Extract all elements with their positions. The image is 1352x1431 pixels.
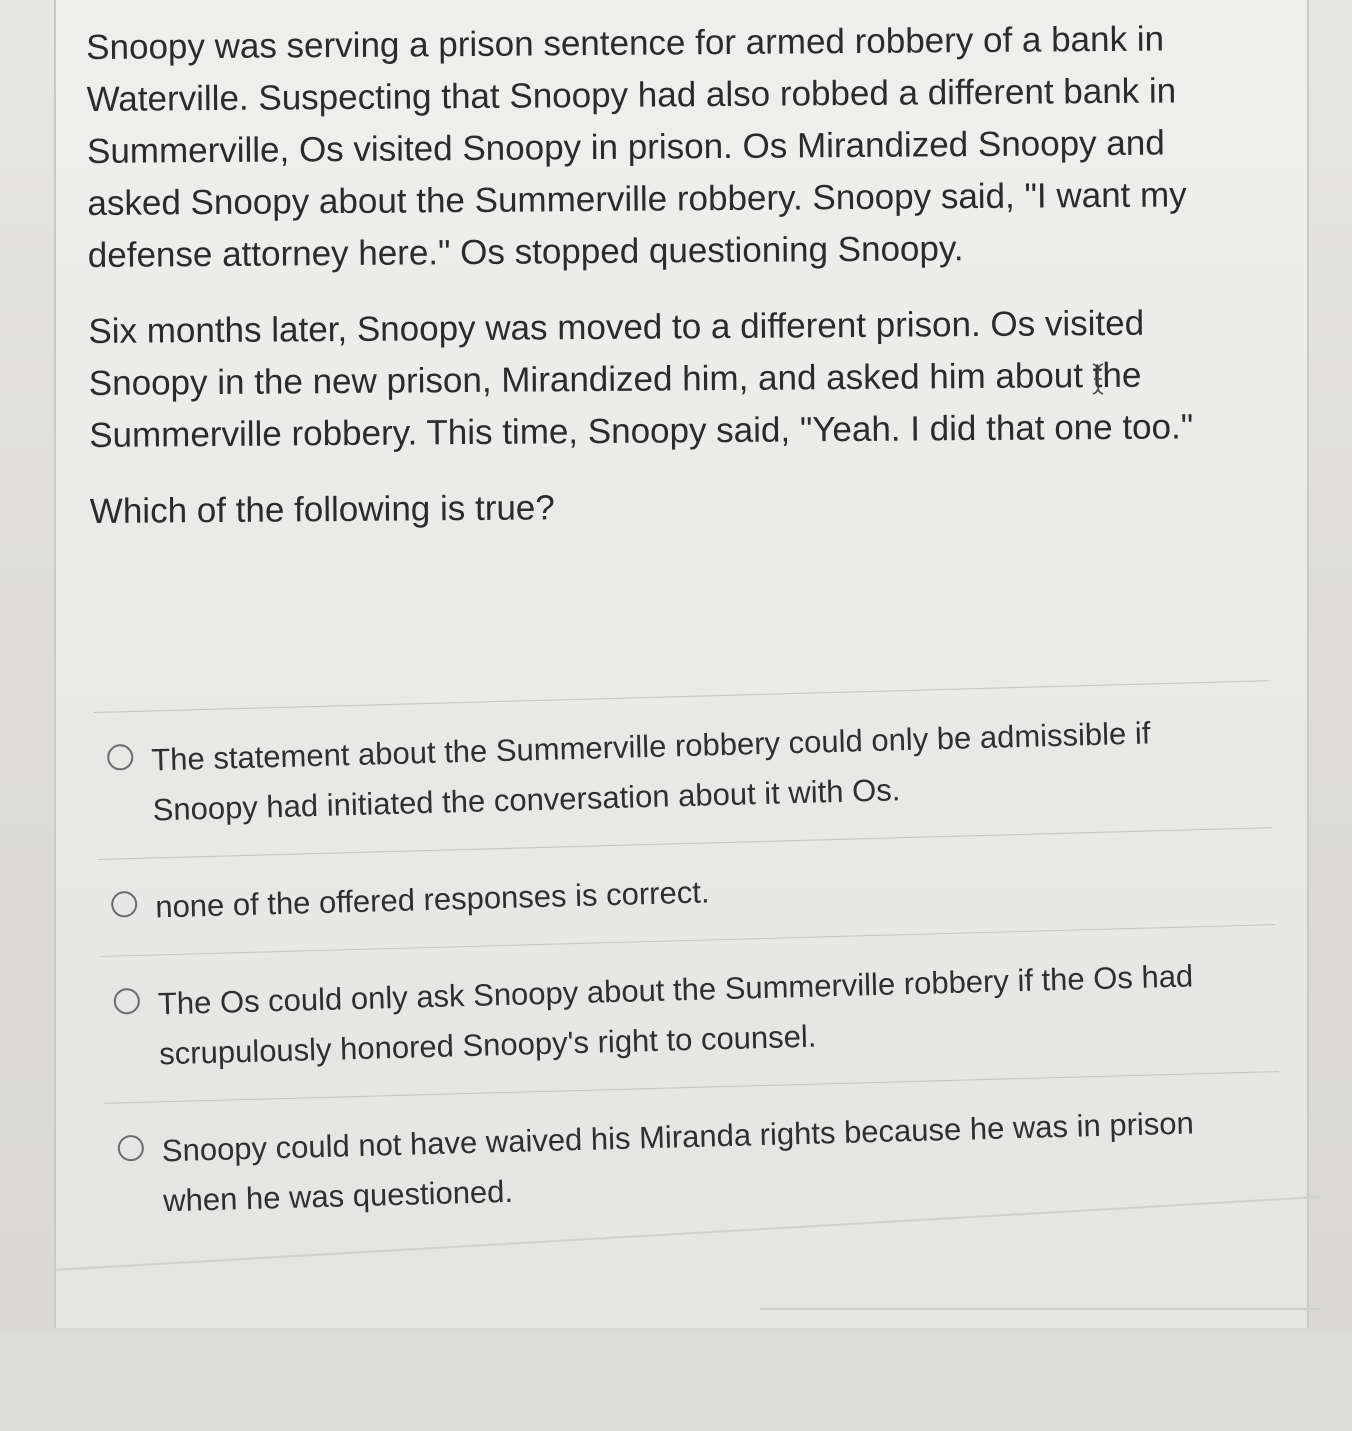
radio-button-option-1[interactable] [107,744,134,771]
radio-button-option-3[interactable] [113,988,140,1015]
answer-option-4-label[interactable]: Snoopy could not have waived his Miranda rights because he was in prison when he was questioned. [161,1105,1195,1219]
question-paragraph-2: Six months later, Snoopy was moved to a different prison. Os visited Snoopy in the new prison, Mirandized him, and asked him about the Summerville robbery. This time, Snoopy said, "Yeah. I did that one too." [88,303,1194,455]
answer-option-3-label[interactable]: The Os could only ask Snoopy about the Summerville robbery if the Os had scrupulously honored Snoopy's right to counsel. [157,958,1194,1072]
text-cursor-icon [1090,362,1106,396]
radio-button-option-2[interactable] [111,891,138,918]
answer-list [94,680,1288,1250]
next-card-edge [760,1308,1320,1310]
answer-option-2-label[interactable]: none of the offered responses is correct. [154,874,710,925]
question-paragraph-1: Snoopy was serving a prison sentence for armed robbery of a bank in Waterville. Suspecting that Snoopy had also robbed a different bank in Summerville, Os visited Snoopy in prison. Os Mirandized Snoopy and asked Snoopy about the Summerville robbery. Snoopy said, "I want my defense attorney here." Os stopped questioning Snoopy. [86,19,1187,275]
radio-button-option-4[interactable] [117,1135,144,1162]
question-stem [86,13,1260,562]
question-prompt: Which of the following is true? [89,488,555,531]
answer-option-1-label[interactable]: The statement about the Summerville robbery could only be admissible if Snoopy had initiated the conversation about it with Os. [150,715,1151,828]
